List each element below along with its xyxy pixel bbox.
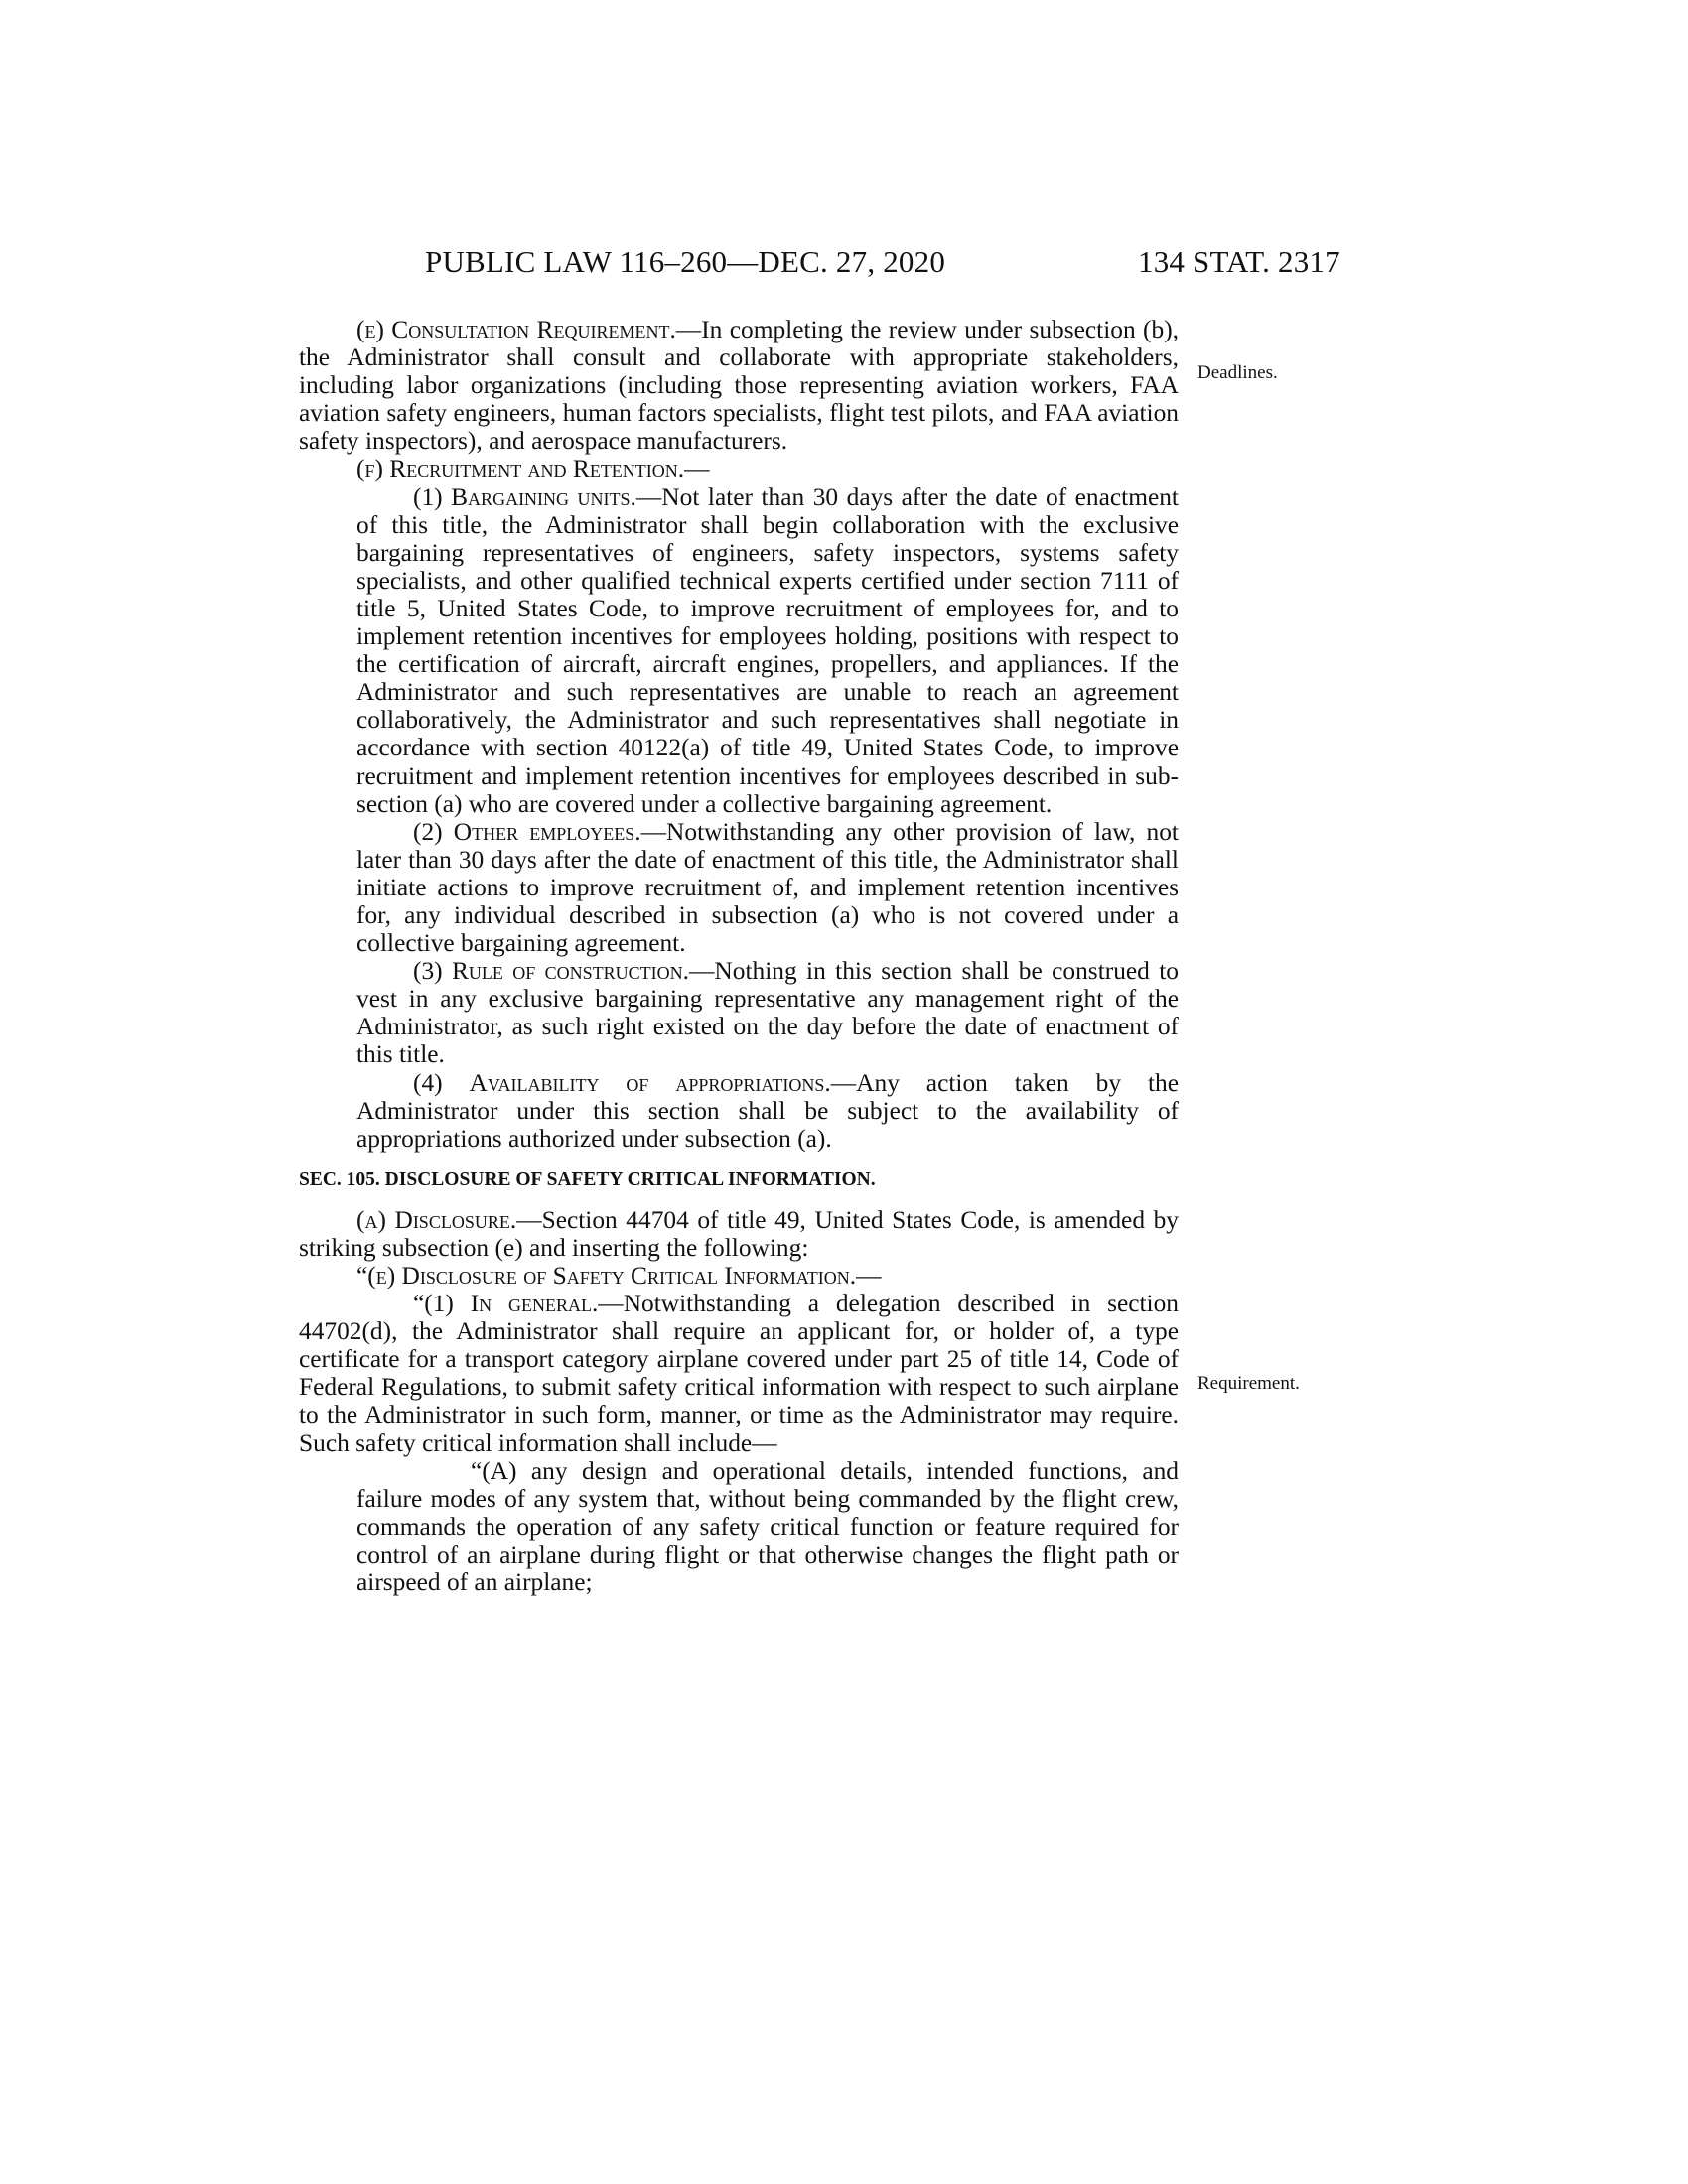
- paragraph-a-text: —Section 44704 of title 49, United States Code, is amended by striking subsection (e) and inserting the following:: [299, 1205, 1179, 1262]
- paragraph-f3-heading: Rule of construction.: [451, 957, 690, 986]
- paragraph-f3-text: —Nothing in this section shall be construed to vest in any exclusive bargaining representative any management right of the Administrator, as such right existed on the day before the date of enactment of this title.: [356, 957, 1179, 1069]
- paragraph-f3-number: (3): [413, 957, 452, 986]
- paragraph-f2-text: —Notwithstanding any other provision of law, not later than 30 days after the date of enactment of this title, the Administrator shall initiate actions to improve recruitment of, and implement retention incentives for, any individual described in subsection (a) who is not covered under a collective bargaining agreement.: [356, 817, 1179, 958]
- paragraph-f2-number: (2): [413, 817, 454, 846]
- paragraph-f1-text: —Not later than 30 days after the date of enactment of this title, the Administrator shall begin collaboration with the exclusive bargaining representatives of engineers, safety inspectors, systems safety specialists, and other qualified technical experts certified under section 7111 of title 5, United States Code, to improve recruitment of employees for, and to implement retention incentives for employees holding, positions with respect to the certification of aircraft, aircraft engines, propellers, and appliances. If the Administrator and such representatives are unable to reach an agreement collaboratively, the Administrator and such representatives shall negotiate in accordance with section 40122(a) of title 49, United States Code, to improve recruitment and implement retention incentives for employees described in subsection (a) who are covered under a collective bargaining agreement.: [356, 482, 1179, 818]
- paragraph-f2-heading: Other employees.: [453, 817, 641, 846]
- paragraph-e: [299, 316, 1179, 455]
- paragraph-e-heading: (e) Consultation Requirement.: [356, 316, 676, 343]
- paragraph-f-dash: —: [684, 455, 710, 483]
- paragraph-f-heading: (f) Recruitment and Retention.: [356, 455, 685, 483]
- quoted-subparagraph-A-text: “(A) any design and operational details, intended functions, and failure modes of any system that, without being commanded by the flight crew, commands the operation of any safety critical function or feature required for control of an airplane during flight or that otherwise changes the flight path or airspeed of an airplane;: [356, 1456, 1179, 1597]
- margin-note-requirement: Requirement.: [1197, 1373, 1300, 1394]
- document-body: [299, 316, 1179, 1596]
- quoted-paragraph-e-heading: “(e) Disclosure of Safety Critical Information.: [356, 1262, 857, 1290]
- quoted-subparagraph-A: [356, 1457, 1179, 1596]
- quoted-paragraph-e-dash: —: [856, 1262, 882, 1290]
- paragraph-f4: [356, 1069, 1179, 1153]
- paragraph-f4-text: —Any action taken by the Administrator under this section shall be subject to the availability of appropriations authorized under subsection (a).: [356, 1068, 1179, 1153]
- quoted-paragraph-1-heading: In general.: [470, 1290, 599, 1318]
- quoted-paragraph-1-text: —Notwithstanding a delegation described in section 44702(d), the Administrator shall require an applicant for, or holder of, a type certificate for a transport category airplane covered under part 25 of title 14, Code of Federal Regulations, to submit safety critical information with respect to such airplane to the Administrator in such form, manner, or time as the Administrator may require. Such safety critical information shall include—: [299, 1290, 1179, 1457]
- quoted-paragraph-e: [299, 1262, 1179, 1290]
- page-number: 134 STAT. 2317: [1138, 244, 1340, 279]
- paragraph-f1-number: (1): [413, 482, 452, 511]
- running-head-title: PUBLIC LAW 116–260—DEC. 27, 2020: [425, 244, 946, 279]
- paragraph-e-text: —In completing the review under subsection (b), the Administrator shall consult and collaborate with appropriate stakeholders, including labor organizations (including those representing aviation workers, FAA aviation safety engineers, human factors specialists, flight test pilots, and FAA aviation safety inspectors), and aerospace manufacturers.: [299, 316, 1179, 456]
- paragraph-f3: [356, 957, 1179, 1068]
- paragraph-f: [299, 455, 1179, 482]
- margin-note-deadlines: Deadlines.: [1197, 362, 1278, 383]
- paragraph-f4-number: (4): [413, 1068, 470, 1097]
- paragraph-f1-heading: Bargaining units.: [451, 482, 636, 511]
- section-105-heading: SEC. 105. DISCLOSURE OF SAFETY CRITICAL INFORMATION.: [299, 1168, 876, 1190]
- paragraph-f2: [356, 818, 1179, 957]
- quoted-paragraph-1-number: “(1): [413, 1290, 471, 1318]
- paragraph-f1: [356, 483, 1179, 818]
- quoted-paragraph-1: [299, 1290, 1179, 1457]
- paragraph-f4-heading: Availability of appropriations.: [469, 1068, 831, 1097]
- paragraph-a: [299, 1206, 1179, 1262]
- paragraph-a-heading: (a) Disclosure.: [356, 1205, 517, 1234]
